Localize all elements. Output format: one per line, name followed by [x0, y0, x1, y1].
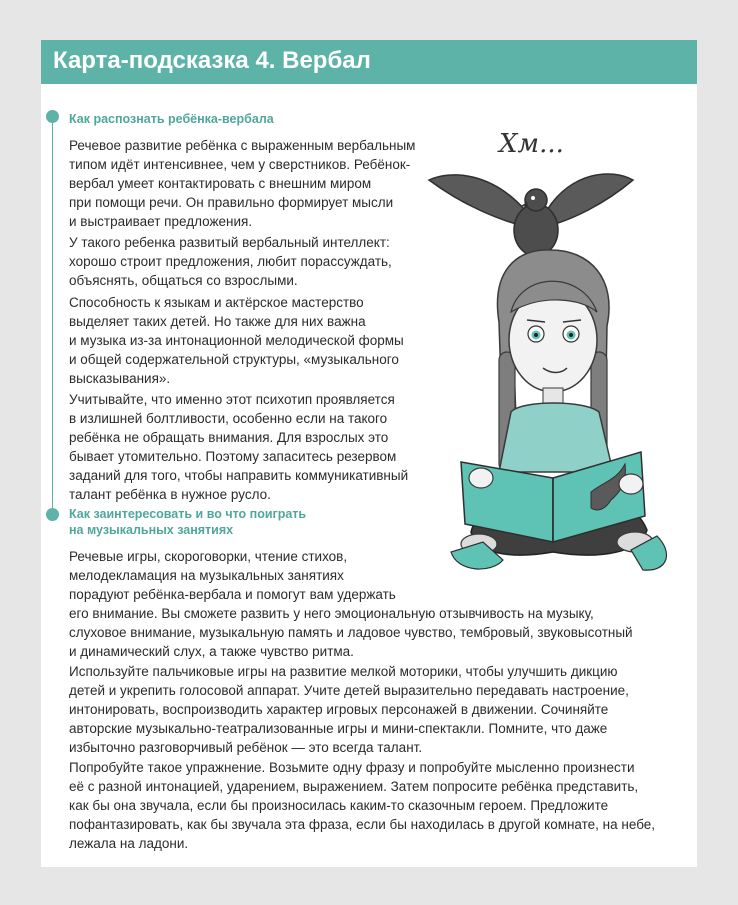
text-line: выделяет таких детей. Но также для них важна	[69, 314, 366, 329]
section-marker-dot	[46, 508, 59, 521]
text-line: лежала на ладони.	[69, 836, 189, 851]
text-line: Учитывайте, что именно этот психотип проявляется	[69, 392, 395, 407]
hint-card	[41, 40, 697, 867]
text-line: как бы она звучала, если бы произносилась каким-то сказочным героем. Предложите	[69, 798, 609, 813]
text-line: и музыка из-за интонационной мелодической формы	[69, 333, 404, 348]
text-line: избыточно разговорчивый ребёнок — это всегда талант.	[69, 740, 423, 755]
text-line: ребёнка не обращать внимания. Для взрослых это	[69, 430, 389, 445]
text-line: заданий для того, чтобы направить коммуникативный	[69, 468, 409, 483]
text-line: Способность к языкам и актёрское мастерство	[69, 295, 364, 310]
section-title-line: Как заинтересовать и во что поиграть	[69, 507, 307, 521]
text-line: пофантазировать, как бы звучала эта фраза, если бы находилась в другой комнате, на небе,	[69, 817, 656, 832]
section-title	[69, 506, 306, 538]
text-line: и выстраивает предложения.	[69, 214, 253, 229]
text-line: детей и укрепить голосовой аппарат. Учите детей выразительно передавать настроение,	[69, 683, 629, 698]
thought-text: Хм...	[499, 129, 564, 159]
section-title: Как распознать ребёнка-вербала	[69, 112, 274, 126]
text-line: порадуют ребёнка-вербала и помогут вам удержать	[69, 587, 396, 602]
text-line: объяснять, общаться со взрослыми.	[69, 273, 298, 288]
text-line: талант ребёнка в нужное русло.	[69, 487, 271, 502]
paragraph	[69, 390, 408, 504]
header-bar	[41, 40, 697, 84]
shirt	[499, 403, 613, 472]
text-line: Речевые игры, скороговорки, чтение стихов,	[69, 549, 348, 564]
text-line: при помощи речи. Он правильно формирует мысли	[69, 195, 394, 210]
section-title-line: на музыкальных занятиях	[69, 523, 234, 537]
bird-icon	[429, 174, 633, 256]
paragraph	[69, 758, 655, 853]
paragraph	[69, 662, 629, 757]
text-line: типом идёт интенсивнее, чем у сверстников. Ребёнок-	[69, 157, 411, 172]
section-marker-dot	[46, 110, 59, 123]
text-line: мелодекламация на музыкальных занятиях	[69, 568, 344, 583]
text-line: и общей содержательной структуры, «музыкального	[69, 352, 399, 367]
paragraph	[69, 136, 415, 231]
girl-reading-illustration	[421, 112, 691, 582]
paragraph	[69, 233, 392, 290]
text-line: бывает утомительно. Поэтому запаситесь резервом	[69, 449, 397, 464]
paragraph	[69, 293, 404, 388]
text-line: Речевое развитие ребёнка с выраженным вербальным	[69, 138, 416, 153]
text-line: У такого ребенка развитый вербальный интеллект:	[69, 235, 390, 250]
text-line: Попробуйте такое упражнение. Возьмите одну фразу и попробуйте мысленно произнести	[69, 760, 635, 775]
text-line: авторские музыкально-театрализованные игры и мини-спектакли. Помните, что даже	[69, 721, 608, 736]
text-line: хорошо строит предложения, любит порассуждать,	[69, 254, 392, 269]
text-line: и динамический слух, а также чувство ритма.	[69, 644, 354, 659]
text-line: интонировать, воспроизводить характер игровых персонажей в движении. Сочиняйте	[69, 702, 609, 717]
page-title: Карта-подсказка 4. Вербал	[53, 47, 371, 74]
text-line: вербал умеет контактировать с внешним миром	[69, 176, 372, 191]
text-line: его внимание. Вы сможете развить у него эмоциональную отзывчивость на музыку,	[69, 606, 594, 621]
timeline-line	[52, 110, 53, 515]
text-line: Используйте пальчиковые игры на развитие мелкой моторики, чтобы улучшить дикцию	[69, 664, 618, 679]
text-line: высказывания».	[69, 371, 171, 386]
text-line: в излишней болтливости, особенно если на такого	[69, 411, 388, 426]
text-line: слуховое внимание, музыкальную память и ладовое чувство, тембровый, звуковысотный	[69, 625, 633, 640]
text-line: её с разной интонацией, ударением, выражением. Затем попросите ребёнка представить,	[69, 779, 639, 794]
